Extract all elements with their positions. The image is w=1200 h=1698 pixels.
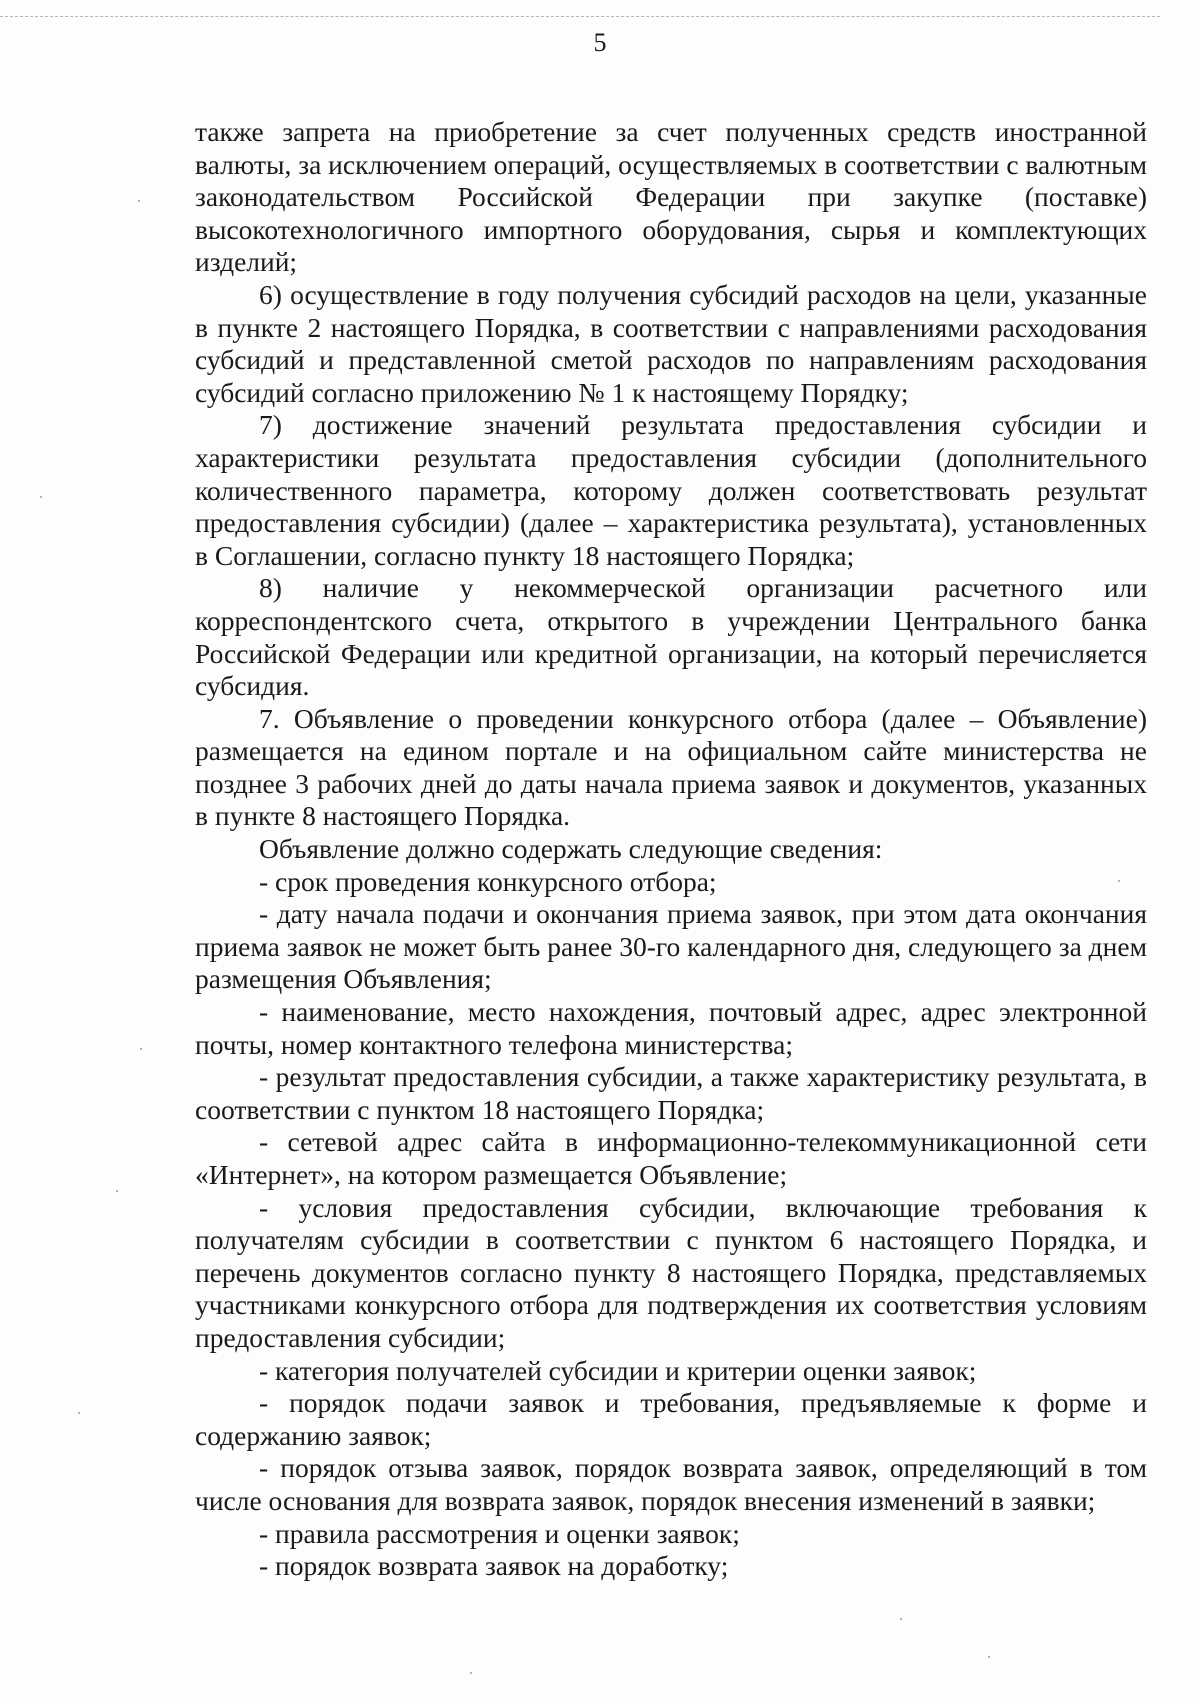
list-item: - порядок подачи заявок и требования, предъявляемые к форме и содержанию заявок; [195, 1387, 1147, 1451]
scan-speck [140, 1048, 142, 1050]
scan-speck [116, 1190, 118, 1192]
list-item: - наименование, место нахождения, почтовый адрес, адрес электронной почты, номер контактного телефона министерства; [195, 996, 1147, 1060]
paragraph: 7. Объявление о проведении конкурсного отбора (далее – Объявление) размещается на едином портале и на официальном сайте министерства не позднее 3 рабочих дней до даты начала приема заявок и документов, указанных в пункте 8 настоящего Порядка. [195, 702, 1147, 832]
list-item: - дату начала подачи и окончания приема заявок, при этом дата окончания приема заявок не может быть ранее 30-го календарного дня, следующего за днем размещения Объявления; [195, 898, 1147, 995]
scan-top-edge [0, 16, 1160, 17]
scan-speck [40, 496, 42, 498]
list-item: - порядок отзыва заявок, порядок возврата заявок, определяющий в том числе основания для возврата заявок, порядок внесения изменений в заявки; [195, 1452, 1147, 1516]
scan-speck [900, 1618, 902, 1620]
list-item: - порядок возврата заявок на доработку; [259, 1550, 729, 1582]
document-body [195, 116, 1147, 1583]
list-item: - срок проведения конкурсного отбора; [259, 865, 717, 897]
paragraph: 7) достижение значений результата предоставления субсидии и характеристики результата предоставления субсидии (дополнительного количественного параметра, которому должен соответствовать результат предоставления субсидии) (далее – характеристика результата), установленных в Соглашении, согласно пункту 18 настоящего Порядка; [195, 409, 1147, 571]
paragraph: 8) наличие у некоммерческой организации расчетного или корреспондентского счета, открытого в учреждении Центрального банка Российской Федерации или кредитной организации, на который перечисляется субсидия. [195, 572, 1147, 702]
list-item: - сетевой адрес сайта в информационно-телекоммуникационной сети «Интернет», на котором размещается Объявление; [195, 1126, 1147, 1190]
scan-speck [470, 1672, 472, 1674]
scan-speck [1118, 880, 1120, 882]
list-item: - категория получателей субсидии и критерии оценки заявок; [259, 1354, 977, 1386]
scan-speck [988, 1656, 990, 1658]
paragraph: также запрета на приобретение за счет полученных средств иностранной валюты, за исключением операций, осуществляемых в соответствии с валютным законодательством Российской Федерации при закупке (поставке) высокотехнологичного импортного оборудования, сырья и комплектующих изделий; [195, 116, 1147, 278]
paragraph: 6) осуществление в году получения субсидий расходов на цели, указанные в пункте 2 настоящего Порядка, в соответствии с направлениями расходования субсидий и представленной сметой расходов по направлениям расходования субсидий согласно приложению № 1 к настоящему Порядку; [195, 278, 1147, 408]
page-number: 5 [593, 28, 607, 57]
list-item: - результат предоставления субсидии, а также характеристику результата, в соответствии с пунктом 18 настоящего Порядка; [195, 1061, 1147, 1125]
list-item: - правила рассмотрения и оценки заявок; [259, 1517, 740, 1549]
paragraph: Объявление должно содержать следующие сведения: [259, 833, 883, 865]
scan-speck [78, 1412, 80, 1414]
scan-speck [138, 200, 140, 202]
list-item: - условия предоставления субсидии, включающие требования к получателям субсидии в соответствии с пунктом 6 настоящего Порядка, и перечень документов согласно пункту 8 настоящего Порядка, представляемых участниками конкурсного отбора для подтверждения их соответствия условиям предоставления субсидии; [195, 1191, 1147, 1353]
